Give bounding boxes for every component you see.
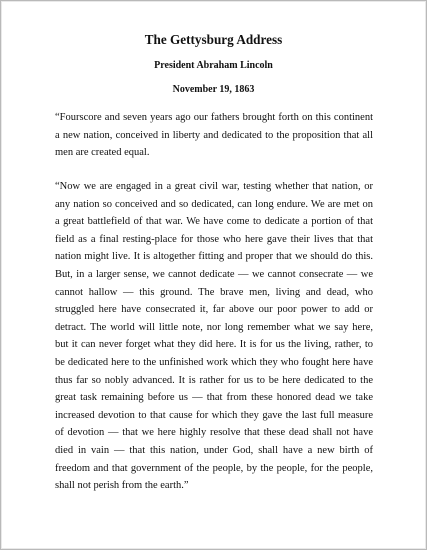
document-title: The Gettysburg Address xyxy=(144,32,283,47)
document-date: November 19, 1863 xyxy=(172,84,255,95)
document-author: President Abraham Lincoln xyxy=(154,60,273,71)
paragraph-2: “Now we are engaged in a great civil war, testing whether that nation, or any nation so conceived and so dedicated, can long endure. We are met on a great battlefield of that war. We have come to dedicate a portion of that field as a final resting-place for those who here gave their lives that that nation might live. It is altogether fitting and proper that we should do this. But, in a larger sense, we cannot dedicate — we cannot consecrate — we cannot hallow — this ground. The brave men, living and dead, who struggled here have consecrated it, far above our poor power to add or detract. The world will little note, nor long remember what we say here, but it can never forget what they did here. It is for us the living, rather, to be dedicated here to the unfinished work which they who fought here have thus far so nobly advanced. It is rather for us to be here dedicated to the great task remaining before us — that from these honored dead we take increased devotion to that cause for which they gave the last full measure of devotion — that we here highly resolve that these dead shall not have died in vain — that this nation, under God, shall have a new birth of freedom and that government of the people, by the people, for the people, shall not perish from the earth.” xyxy=(55,181,373,492)
paragraph-1: “Fourscore and seven years ago our fathers brought forth on this continent a new nation, conceived in liberty and dedicated to the proposition that all men are created equal. xyxy=(55,112,373,159)
